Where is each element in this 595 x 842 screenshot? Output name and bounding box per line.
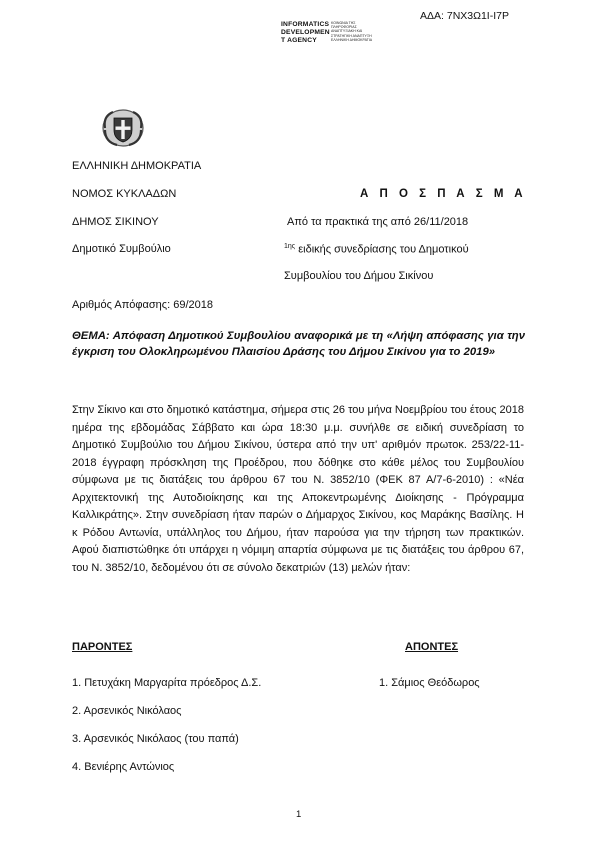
subject-paragraph: ΘΕΜΑ: Απόφαση Δημοτικού Συμβουλίου αναφορικά με τη «Λήψη απόφασης για την έγκριση του Ολοκληρωμένου Πλαισίου Δράσης του Δήμου Σικίνου για το 2019»: [72, 330, 525, 358]
present-item: 4. Βενιέρης Αντώνιος: [72, 761, 175, 773]
agency-logo-small-text: ΚΟΙΝΩΝΙΑ ΤΗΣ ΠΛΗΡΟΦΟΡΙΑΣ ΑΝΑΠΤΥΞΙΑΚΗ ΚΑΙ ΣΤΡΑΤΗΓΙΚΗ ΑΝΑΠΤΥΞΗ ΕΛΛΗΝΙΚΗ ΔΗΜΟΚΡΑΤΙΑ: [331, 21, 373, 42]
session-line-2: Συμβουλίου του Δήμου Σικίνου: [284, 270, 434, 282]
session-text: ειδικής συνεδρίασης του Δημοτικού: [295, 243, 469, 256]
agency-logo: [281, 21, 381, 51]
greek-emblem-icon: [101, 108, 145, 148]
republic-label: ΕΛΛΗΝΙΚΗ ΔΗΜΟΚΡΑΤΙΑ: [72, 160, 202, 172]
agency-logo-text: INFORMATICS DEVELOPMEN T AGENCY: [281, 21, 330, 44]
absent-header: ΑΠΟΝΤΕΣ: [405, 641, 459, 653]
present-item: 1. Πετυχάκη Μαργαρίτα πρόεδρος Δ.Σ.: [72, 677, 262, 689]
municipality-label: ΔΗΜΟΣ ΣΙΚΙΝΟΥ: [72, 216, 159, 228]
page-number: 1: [296, 809, 302, 820]
ada-code: ΑΔΑ: 7ΝΧ3Ω1Ι-Ι7Ρ: [420, 10, 509, 22]
decision-number: Αριθμός Απόφασης: 69/2018: [72, 299, 213, 311]
present-item: 2. Αρσενικός Νικόλαος: [72, 705, 182, 717]
session-line: [284, 243, 469, 256]
present-header: ΠΑΡΟΝΤΕΣ: [72, 641, 133, 653]
session-ordinal: 1ης: [284, 243, 296, 250]
minutes-line: Από τα πρακτικά της από 26/11/2018: [287, 216, 469, 228]
document-title: Α Π Ο Σ Π Α Σ Μ Α: [360, 188, 527, 200]
absent-item: 1. Σάμιος Θεόδωρος: [379, 677, 480, 689]
body-paragraph: Στην Σίκινο και στο δημοτικό κατάστημα, σήμερα στις 26 του μήνα Νοεμβρίου του έτους 2018 ημέρα της εβδομάδας Σάββατο και ώρα 18:30 μ.μ. συνήλθε σε ειδική συνεδρίαση το Δημοτικό Συμβούλιο του Δήμου Σικίνου, ύστερα από την υπ' αριθμόν πρωτοκ. 253/22-11-2018 έγγραφη πρόσκληση της Προέδρου, που δόθηκε στο κάθε μέλος του Συμβουλίου σύμφωνα με τις διατάξεις του άρθρου 67 του Ν. 3852/10 (ΦΕΚ 87 Α/7-6-2010) : «Νέα Αρχιτεκτονική της Αυτοδιοίκησης και της Αποκεντρωμένης Διοίκησης - Πρόγραμμα Καλλικράτης». Στην συνεδρίαση ήταν παρών ο Δήμαρχος Σικίνου, κος Μαράκης Βασίλης. Η κ Ρόδου Αντωνία, υπάλληλος του Δήμου, ήταν παρούσα για την τήρηση των πρακτικών. Αφού διαπιστώθηκε ότι υπάρχει η νόμιμη απαρτία σύμφωνα με τις διατάξεις του άρθρου 67, του Ν. 3852/10, δεδομένου ότι σε σύνολο δεκατριών (13) μελών ήταν:: [72, 404, 524, 574]
present-item: 3. Αρσενικός Νικόλαος (του παπά): [72, 733, 239, 745]
prefecture-label: ΝΟΜΟΣ ΚΥΚΛΑΔΩΝ: [72, 188, 177, 200]
council-label: Δημοτικό Συμβούλιο: [72, 243, 171, 255]
